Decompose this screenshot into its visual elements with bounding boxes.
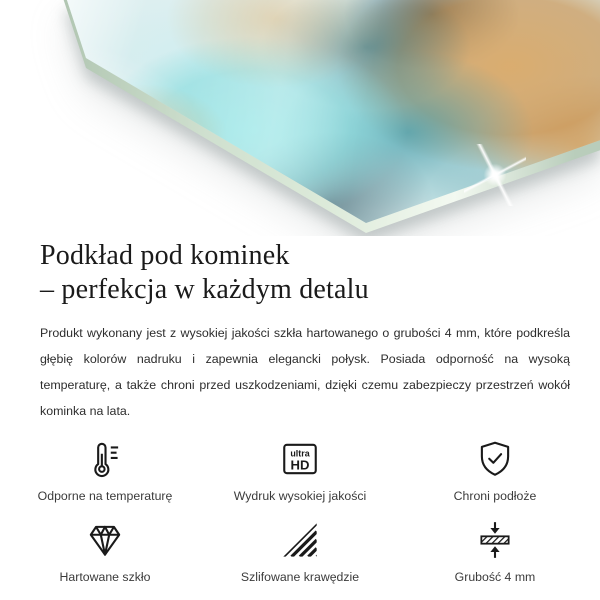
feature-label: Wydruk wysokiej jakości	[233, 489, 367, 503]
feature-print-quality	[170, 438, 430, 503]
feature-thickness-4mm	[430, 519, 560, 584]
shield-check-icon	[474, 438, 516, 480]
feature-label: Grubość 4 mm	[454, 570, 536, 584]
page-title	[40, 236, 560, 307]
feature-label: Chroni podłoże	[453, 489, 537, 503]
diamond-icon	[84, 519, 126, 561]
thickness-icon	[474, 519, 516, 561]
page-title-line1: Podkład pod kominek	[40, 240, 290, 271]
feature-label: Hartowane szkło	[59, 570, 151, 584]
ultra-hd-icon	[279, 438, 321, 480]
feature-protects-floor	[430, 438, 560, 503]
product-description: Produkt wykonany jest z wysokiej jakości szkła hartowanego o grubości 4 mm, które podkreśla głębię kolorów nadruku i zapewnia elegancki połysk. Posiada odporność na wysoką temperaturę, a także chroni przed uszkodzeniami, dzięki czemu zabezpieczy przestrzeń wokół kominka na lata.	[40, 326, 570, 418]
feature-polished-edges	[170, 519, 430, 584]
feature-label: Szlifowane krawędzie	[240, 570, 360, 584]
light-glint-sparkle	[464, 144, 526, 206]
ultra-hd-badge-bottom: HD	[290, 457, 310, 473]
page-title-line2: – perfekcja w każdym detalu	[40, 274, 369, 305]
feature-label: Odporne na temperaturę	[37, 489, 173, 503]
hero-product-image	[0, 0, 600, 236]
feature-tempered-glass	[40, 519, 170, 584]
thermometer-icon	[84, 438, 126, 480]
feature-temperature-resistant	[37, 438, 173, 503]
features-grid	[37, 438, 560, 584]
ultra-hd-badge-top: ultra	[290, 448, 310, 459]
polished-edges-icon	[279, 519, 321, 561]
